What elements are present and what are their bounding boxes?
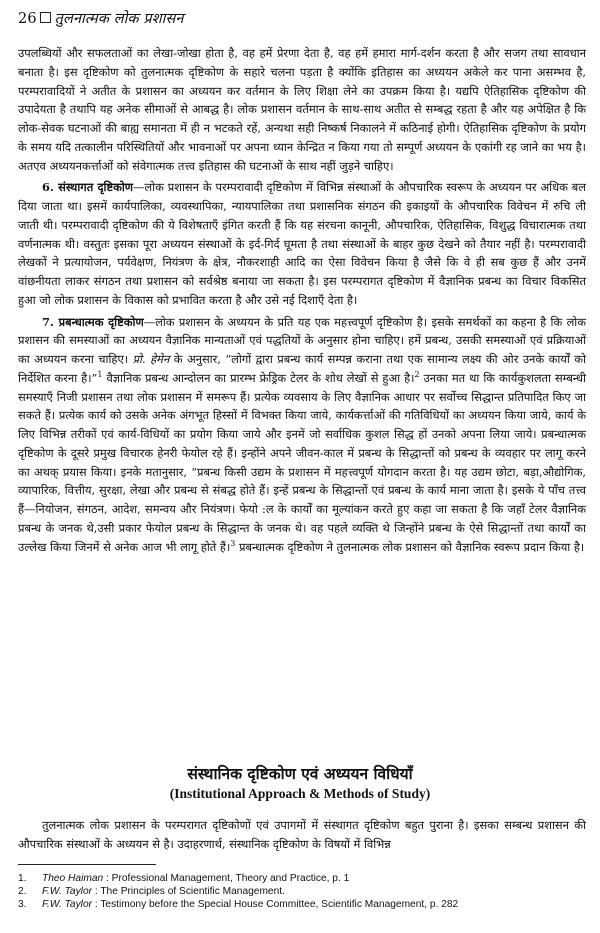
footnote-number: 3.: [18, 899, 27, 910]
footnote-ref: 3: [230, 538, 236, 548]
section-heading-hindi: संस्थानिक दृष्टिकोण एवं अध्ययन विधियाँ: [187, 764, 413, 783]
paragraph-text: तुलनात्मक लोक प्रशासन के परम्परागत दृष्टिकोणों एवं उपागमों में संस्थागत दृष्टिकोण बहुत पुराना है। इसका सम्बन्ध प्रशासन की औपचारिक संस्थाओं के अध्ययन से है। उदाहरणार्थ, संस्थानिक दृष्टिकोण के विषयों में विभिन्न: [18, 818, 586, 851]
paragraph-historical: उपलब्धियों और सफलताओं का लेखा-जोखा होता है, वह हमें प्रेरणा देता है, वह हमें हमारा मार्ग-दर्शन करता है और सजग तथा सावधान बनाता है। इस दृष्टिकोण को तुलनात्मक दृष्टिकोण के सहारे चलना पड़ता है क्योंकि इतिहास का अध्ययन अकेले कर पाना असम्भव है, परम्परावादियों ने अतीत के प्रशासन का अध्ययन कर वर्तमान के लिए शिक्षा लेने का उपक्रम किया है। यद्यपि ऐतिहासिक दृष्टिकोण की उपादेयता है तथापि यह अनेक सीमाओं से आबद्ध है। लोक प्रशासन वर्तमान के साथ-साथ अतीत से सम्बद्ध रहता है और यह अपेक्षित है कि लोक-सेवक घटनाओं की बाह्य समानता में ही न भटकते रहें, अन्यथा सही निष्कर्ष निकालने में कठिनाई होगी। ऐतिहासिक दृष्टिकोण के प्रयोग के समय यदि तत्कालीन परिस्थितियों और भावनाओं पर अपना ध्यान केन्द्रित न किया गया तो सम्पूर्ण अध्ययन के एकांगी रह जाने का भय है। अतएव अध्ययनकर्त्ताओं को संवेगात्मक तत्त्व इतिहास की घटनाओं के साथ नहीं जुड़ने चाहिए।: [18, 46, 586, 173]
square-bullet-icon: [40, 12, 51, 23]
footnote-ref: 2: [414, 369, 420, 379]
paragraph-lead: 7. प्रबन्धात्मक दृष्टिकोण: [42, 314, 144, 329]
footnote-number: 1.: [18, 873, 27, 884]
paragraph-institutional: [18, 178, 586, 309]
footnote-author: F.W. Taylor: [42, 886, 93, 897]
paragraph-text: वैज्ञानिक प्रबन्ध आन्दोलन का प्रारम्भ फ्रेड्रिक टेलर के शोध लेखों से हुआ है।: [102, 370, 415, 385]
paragraph-managerial: [18, 313, 586, 557]
footnote-text: : Professional Management, Theory and Practice, p. 1: [103, 873, 350, 884]
footnote-author: Theo Haiman: [42, 873, 104, 884]
page-number: 26: [18, 11, 37, 27]
footnote-item: [18, 898, 586, 911]
section-heading-english: (Institutional Approach & Methods of Study): [169, 786, 431, 801]
paragraph-lead: 6. संस्थागत दृष्टिकोण: [42, 180, 134, 195]
paragraph-text: प्रबन्धात्मक दृष्टिकोण ने तुलनात्मक लोक प्रशासन को वैज्ञानिक स्वरूप प्रदान किया है।: [235, 539, 585, 554]
running-header: [18, 8, 184, 28]
footnote-text: : The Principles of Scientific Management.: [92, 886, 285, 897]
footnotes: [18, 872, 586, 911]
paragraph-text: —लोक प्रशासन के अध्ययन के प्रति यह एक महत्त्वपूर्ण दृष्टिकोण है। इसके समर्थकों का कहना है कि लोक प्रशासन की समस्याओं का अध्ययन वैज्ञानिक मान्यताओं एवं पद्धतियों के अनुसार होना चाहिए। हमें प्रबन्ध, उसकी समस्याओं एवं प्रक्रियाओं का अध्ययन करना चाहिए।: [18, 314, 586, 366]
running-title: तुलनात्मक लोक प्रशासन: [54, 11, 184, 27]
quoted-author: प्रो. हेमेन: [132, 352, 170, 366]
footnote-number: 2.: [18, 886, 27, 897]
footnote-text: : Testimony before the Special House Committee, Scientific Management, p. 282: [92, 899, 459, 910]
paragraph-text: —लोक प्रशासन के परम्परावादी दृष्टिकोण में विभिन्न संस्थाओं के औपचारिक स्वरूप के अध्ययन पर अधिक बल दिया जाता था। इसमें कार्यपालिका, व्यवस्थापिका, न्यायपालिका तथा प्रशासनिक संगठन की इकाइयों के औपचारिक विवेचन में रुचि ली जाती थी। परम्परावादी दृष्टिकोण की ये विशेषताएँ इंगित करती हैं कि यह संरचना कानूनी, औपचारिक, ऐतिहासिक, विशुद्ध विचारात्मक तथा वर्णनात्मक थी। वस्तुतः इसका पूरा अध्ययन संस्थाओं के इर्द-गिर्द घूमता है तथा संस्थाओं के बाहर कुछ देखने को तैयार नहीं है। परम्परावादी लेखकों ने प्रत्यायोजन, पर्यवेक्षण, नियंत्रण के क्षेत्र, नौकरशाही आदि का ऐसा विवेचन किया है जैसे कि वे ही सब कुछ हैं और उनमें वांछनीयता लाकर संगठन तथा प्रशासन को सर्वश्रेष्ठ बनाया जा सकता है। इस परम्परागत दृष्टिकोण में वैज्ञानिक प्रबन्ध का विचार विकसित हुआ जो लोक प्रशासन के विकास को प्रभावित करता है और उसे नई दिशाएँ देता है।: [18, 180, 586, 307]
paragraph-text: उनका मत था कि कार्यकुशलता सम्बन्धी समस्याएँ निजी प्रशासन तथा लोक प्रशासन में समरूप हैं। प्रत्येक व्यवसाय के लिए वैज्ञानिक आधार पर सर्वोच्च सिद्धान्त प्रतिपादित किए जा सकते हैं। प्रत्येक कार्य को उसके अनेक अंगभूत हिस्सों में विभक्त किया जाये, कार्यकर्त्ताओं की गतिविधियों का अध्ययन किया जाये, कार्य के लिए विभिन्न तरीकों एवं कार्य-विधियों का प्रयोग किया जाये और इनमें जो सर्वाधिक कुशल सिद्ध हों उनको अपना लिया जाये। प्रबन्धात्मक दृष्टिकोण के दूसरे प्रमुख विचारक हेनरी फेयोल रहे हैं। इन्होंने अपने जीवन-काल में प्रबन्ध के सिद्धान्तों को प्रबन्ध के व्यवहार पर लागू करने का अथक् प्रयास किया। इनके मतानुसार, “प्रबन्ध किसी उद्यम के प्रशासन में महत्त्वपूर्ण योगदान करता है। यह उद्यम छोटा, बड़ा,औद्योगिक, व्यापारिक, वित्तीय, सुरक्षा, लेखा और प्रबन्ध से संबद्ध होते हैं। इन्हें प्रबन्ध के सिद्धान्तों एवं प्रबन्ध के कार्य माना जाता है। इसके ये पाँच तत्त्व हैं—नियोजन, संगठन, आदेश, समन्वय और नियंत्रण। फेयो :ल के कार्यों का मूल्यांकन करते हुए कहा जा सकता है कि जहाँ टेलर वैज्ञानिक प्रबन्ध के जनक थे,उसी प्रकार फेयोल प्रबन्ध के सिद्धान्त के जनक थे। वह पहले व्यक्ति थे जिन्होंने प्रबन्ध के ऐसे सिद्धान्तों तथा कार्यों का उल्लेख किया जिनमें से अनेक आज भी लागू होते हैं।: [18, 370, 587, 554]
footnote-ref: 1: [97, 369, 103, 379]
footnote-author: F.W. Taylor: [42, 899, 93, 910]
footnote-item: [18, 872, 586, 885]
paragraph-text: के अनुसार, “लोगों द्वारा प्रबन्ध कार्य सम्पन्न कराना तथा एक सामान्य लक्ष्य की ओर उनके कार्यों को निर्देशित करना है।”: [18, 352, 587, 385]
footnote-item: [18, 885, 586, 898]
footnote-divider: [18, 864, 156, 865]
main-text: [18, 44, 586, 559]
section-opening: [18, 816, 586, 854]
